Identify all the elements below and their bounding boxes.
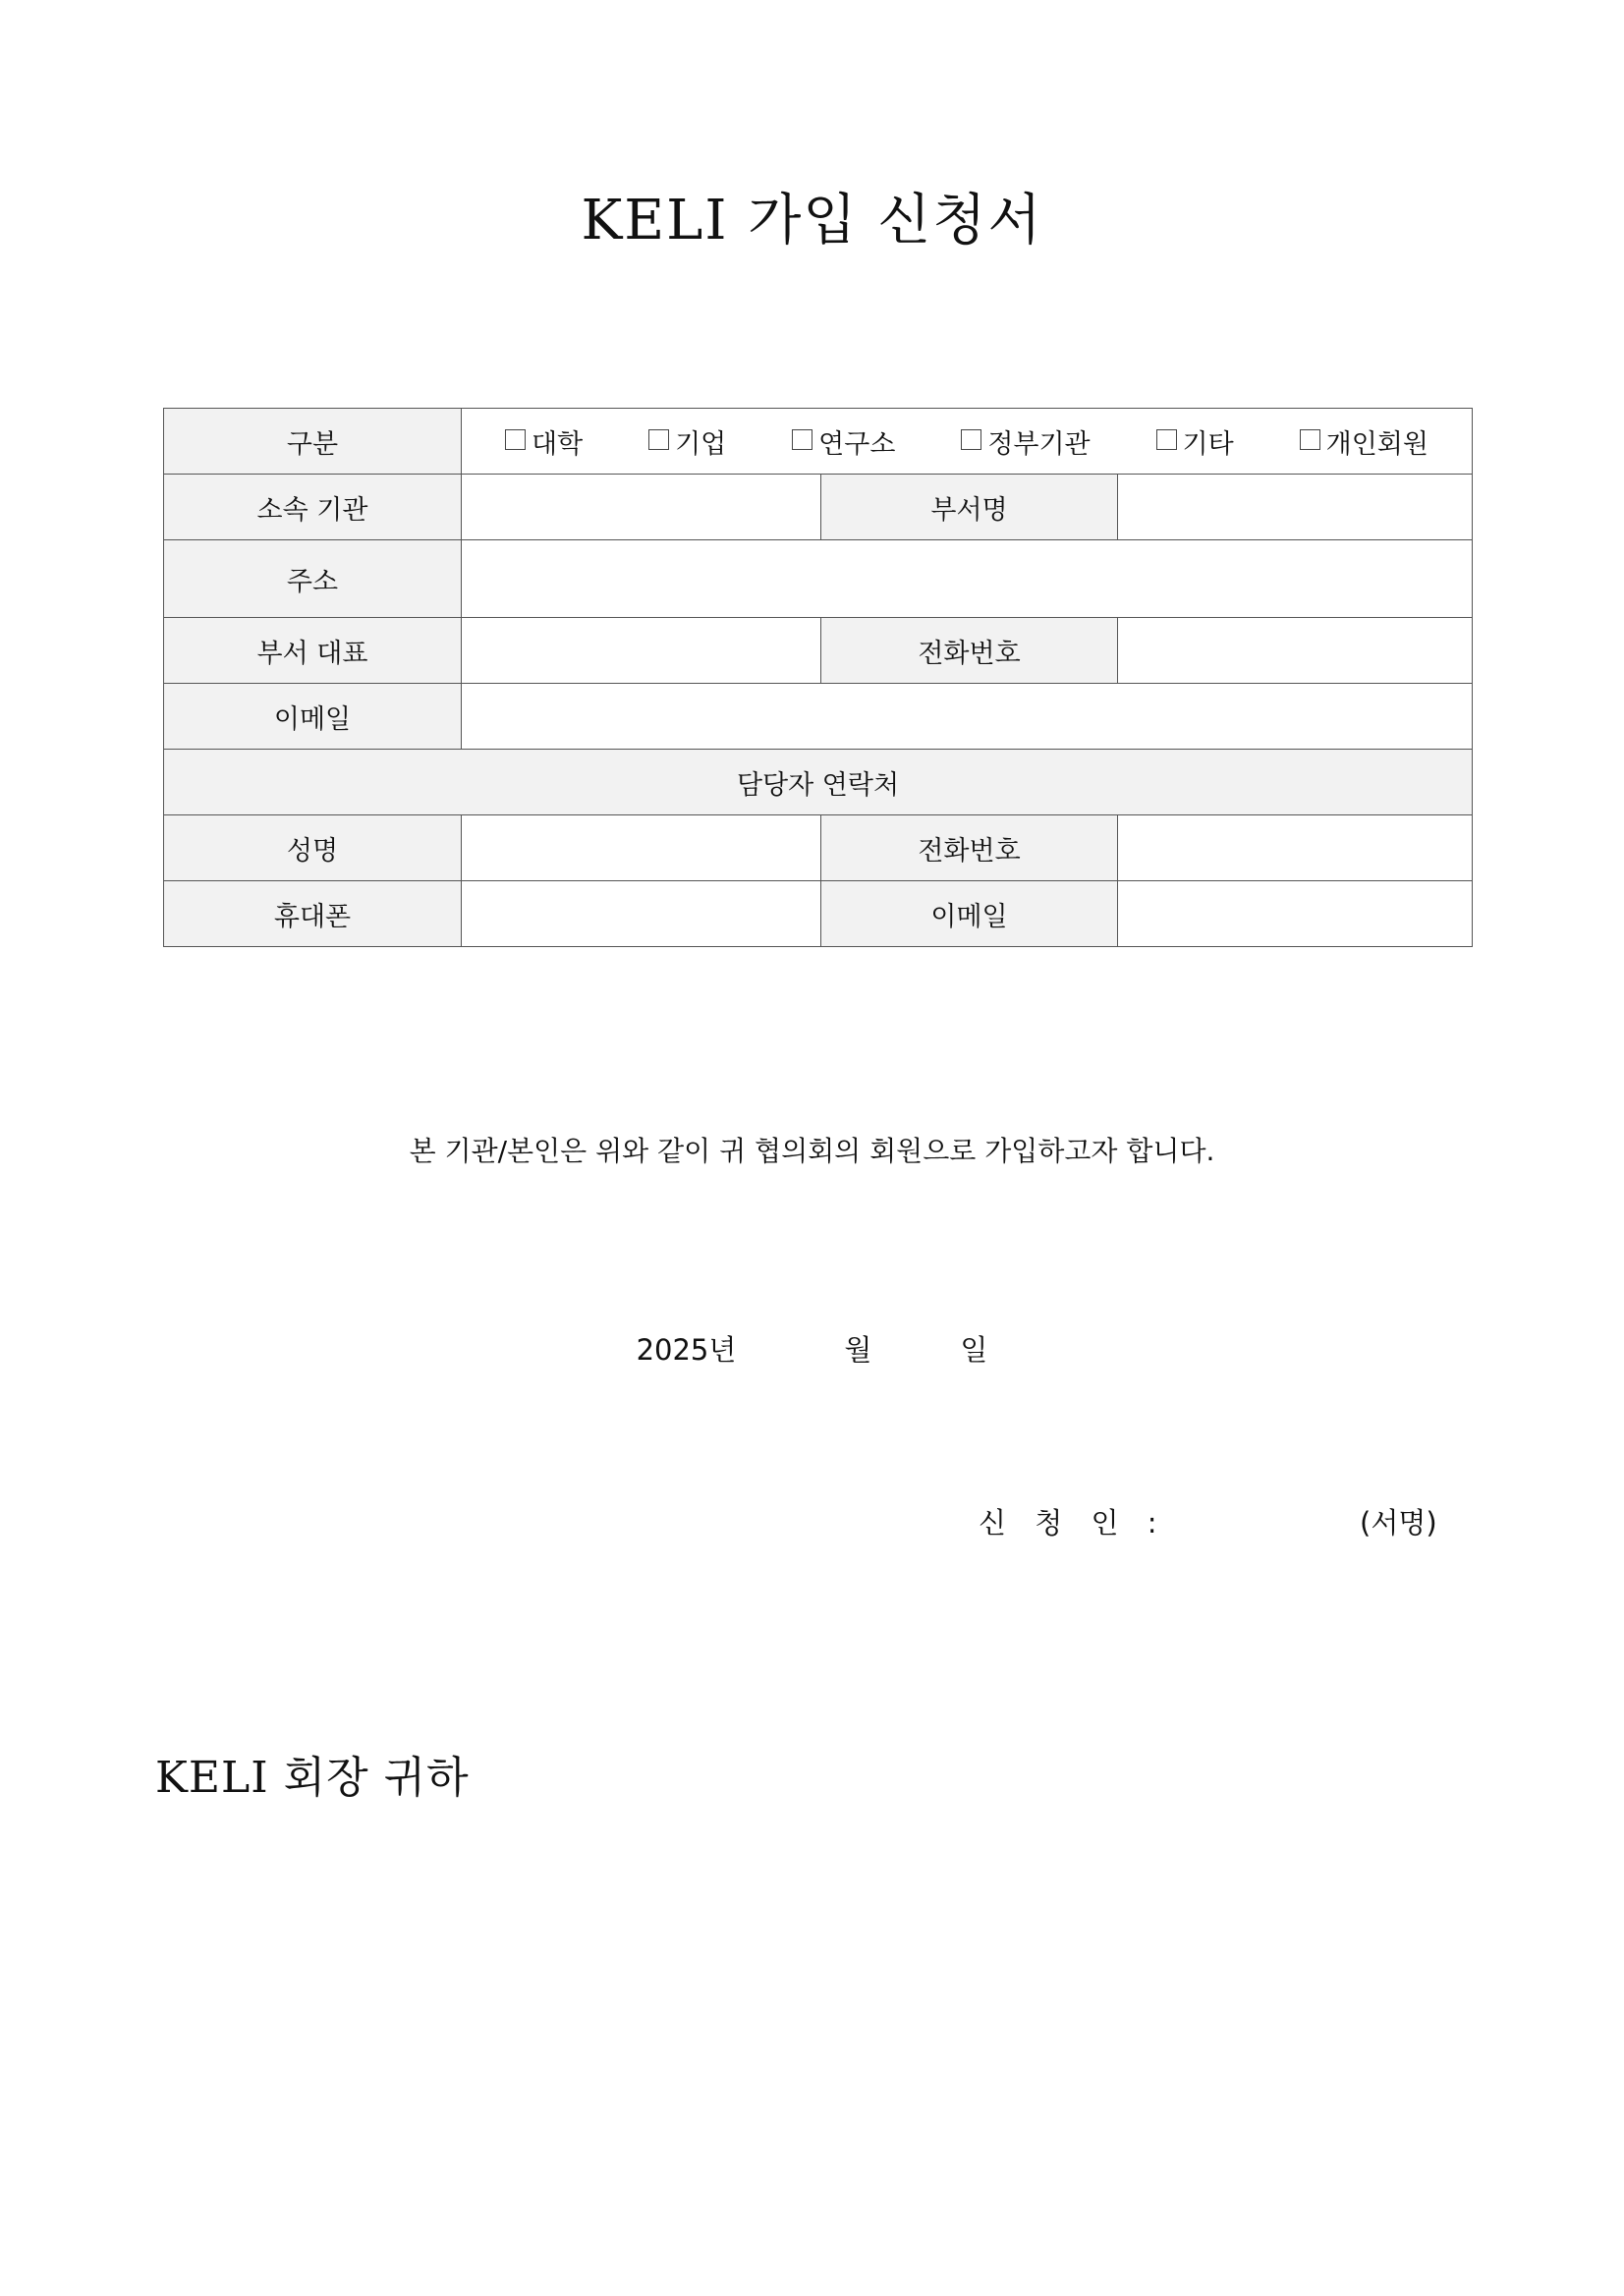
category-option[interactable] <box>648 422 726 461</box>
category-option-label: 연구소 <box>818 428 896 460</box>
address-label: 주소 <box>164 540 462 618</box>
dept-head-field[interactable] <box>462 618 821 684</box>
checkbox-icon[interactable] <box>961 429 981 450</box>
dept-head-label: 부서 대표 <box>164 618 462 684</box>
checkbox-icon[interactable] <box>792 429 812 450</box>
application-form-table <box>163 408 1473 947</box>
mobile-field[interactable] <box>462 881 821 947</box>
department-field[interactable] <box>1118 475 1473 540</box>
category-option-label: 기업 <box>675 428 727 460</box>
name-field[interactable] <box>462 815 821 881</box>
name-label: 성명 <box>164 815 462 881</box>
contact-section-heading: 담당자 연락처 <box>164 750 1473 815</box>
category-option[interactable] <box>505 422 583 461</box>
date-day: 일 <box>960 1333 988 1367</box>
category-option-label: 정부기관 <box>987 428 1091 460</box>
category-option-label: 기타 <box>1182 428 1234 460</box>
applicant-label: 신 청 인 : <box>979 1506 1167 1540</box>
email-row <box>164 684 1473 750</box>
contact-email-field[interactable] <box>1118 881 1473 947</box>
category-option[interactable] <box>961 422 1090 461</box>
checkbox-icon[interactable] <box>1156 429 1177 450</box>
contact-mobile-row <box>164 881 1473 947</box>
document-title: KELI 가입 신청서 <box>581 189 1043 252</box>
dept-head-row <box>164 618 1473 684</box>
checkbox-icon[interactable] <box>648 429 669 450</box>
department-label: 부서명 <box>821 475 1118 540</box>
contact-section-row <box>164 750 1473 815</box>
affiliation-row <box>164 475 1473 540</box>
category-option[interactable] <box>1156 422 1234 461</box>
contact-phone-label: 전화번호 <box>821 815 1118 881</box>
contact-name-row <box>164 815 1473 881</box>
date-line <box>0 1328 1624 1369</box>
application-statement: 본 기관/본인은 위와 같이 귀 협의회의 회원으로 가입하고자 합니다. <box>409 1135 1215 1167</box>
mobile-label: 휴대폰 <box>164 881 462 947</box>
checkbox-icon[interactable] <box>505 429 526 450</box>
category-row <box>164 409 1473 475</box>
category-options <box>462 409 1473 475</box>
category-option[interactable] <box>1300 422 1428 461</box>
date-month: 월 <box>844 1333 872 1367</box>
contact-phone-field[interactable] <box>1118 815 1473 881</box>
address-field[interactable] <box>462 540 1473 618</box>
category-option-label: 대학 <box>532 428 584 460</box>
address-row <box>164 540 1473 618</box>
date-year: 2025년 <box>636 1333 737 1367</box>
contact-email-label: 이메일 <box>821 881 1118 947</box>
phone-label: 전화번호 <box>821 618 1118 684</box>
checkbox-icon[interactable] <box>1300 429 1320 450</box>
addressee: KELI 회장 귀하 <box>155 1753 470 1803</box>
signature-label: (서명) <box>1360 1506 1437 1540</box>
email-label: 이메일 <box>164 684 462 750</box>
category-option-label: 개인회원 <box>1325 428 1428 460</box>
category-option[interactable] <box>792 422 895 461</box>
phone-field[interactable] <box>1118 618 1473 684</box>
affiliation-field[interactable] <box>462 475 821 540</box>
category-label: 구분 <box>164 409 462 475</box>
affiliation-label: 소속 기관 <box>164 475 462 540</box>
email-field[interactable] <box>462 684 1473 750</box>
